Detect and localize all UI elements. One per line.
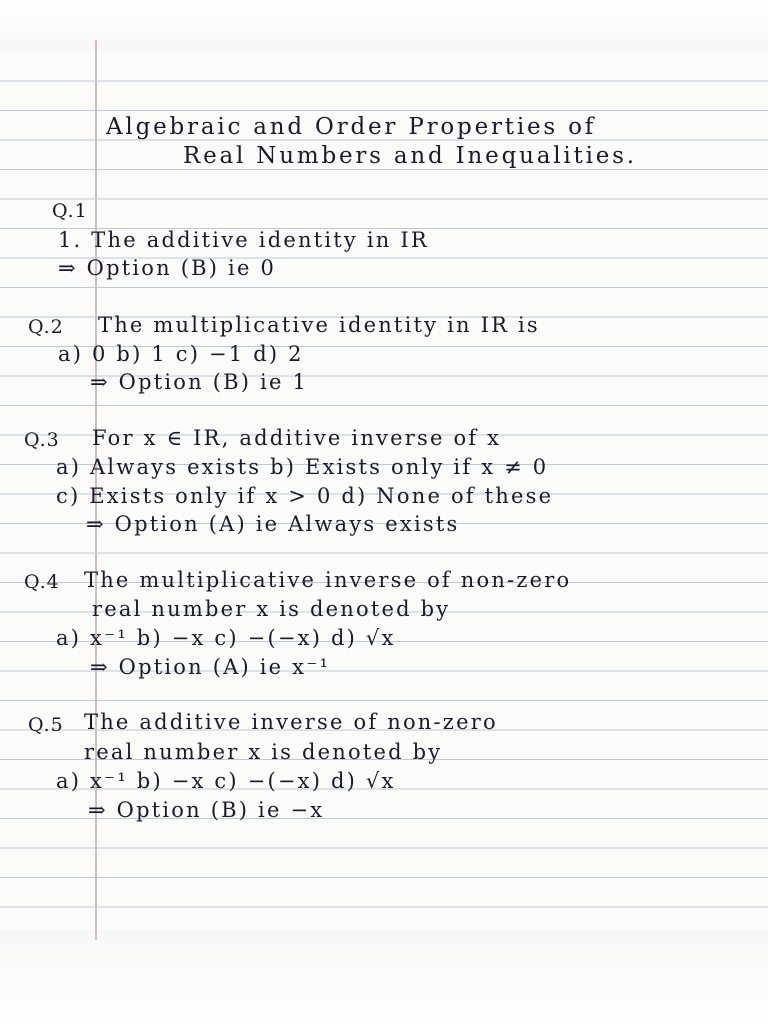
q4-label: Q.4 (24, 571, 60, 593)
q2-answer: ⇒ Option (B) ie 1 (90, 370, 309, 394)
q5-options: a) x⁻¹ b) −x c) −(−x) d) √x (56, 769, 396, 793)
q1-label: Q.1 (52, 200, 88, 222)
q3-answer: ⇒ Option (A) ie Always exists (86, 512, 460, 536)
q2-options: a) 0 b) 1 c) −1 d) 2 (58, 342, 304, 366)
q2-question: The multiplicative identity in IR is (98, 313, 540, 337)
title-line-2: Real Numbers and Inequalities. (183, 143, 637, 169)
q5-question-line-2: real number x is denoted by (84, 740, 443, 764)
q3-question: For x ∈ IR, additive inverse of x (92, 426, 502, 450)
q5-answer: ⇒ Option (B) ie −x (88, 798, 325, 822)
page-top-edge (0, 0, 768, 52)
page-bottom-edge (0, 930, 768, 1024)
title-line-1: Algebraic and Order Properties of (106, 114, 597, 140)
q4-answer: ⇒ Option (A) ie x⁻¹ (90, 655, 331, 679)
q1-answer: ⇒ Option (B) ie 0 (58, 256, 277, 280)
q2-label: Q.2 (28, 316, 64, 338)
q4-options: a) x⁻¹ b) −x c) −(−x) d) √x (56, 626, 396, 650)
q3-options-line-2: c) Exists only if x > 0 d) None of these (56, 484, 554, 508)
q4-question-line-2: real number x is denoted by (92, 597, 451, 621)
q1-question: 1. The additive identity in IR (58, 228, 429, 252)
q5-label: Q.5 (28, 714, 64, 736)
q4-question-line-1: The multiplicative inverse of non-zero (84, 568, 572, 592)
q3-options-line-1: a) Always exists b) Exists only if x ≠ 0 (56, 455, 549, 479)
q5-question-line-1: The additive inverse of non-zero (84, 710, 498, 734)
q3-label: Q.3 (24, 429, 60, 451)
